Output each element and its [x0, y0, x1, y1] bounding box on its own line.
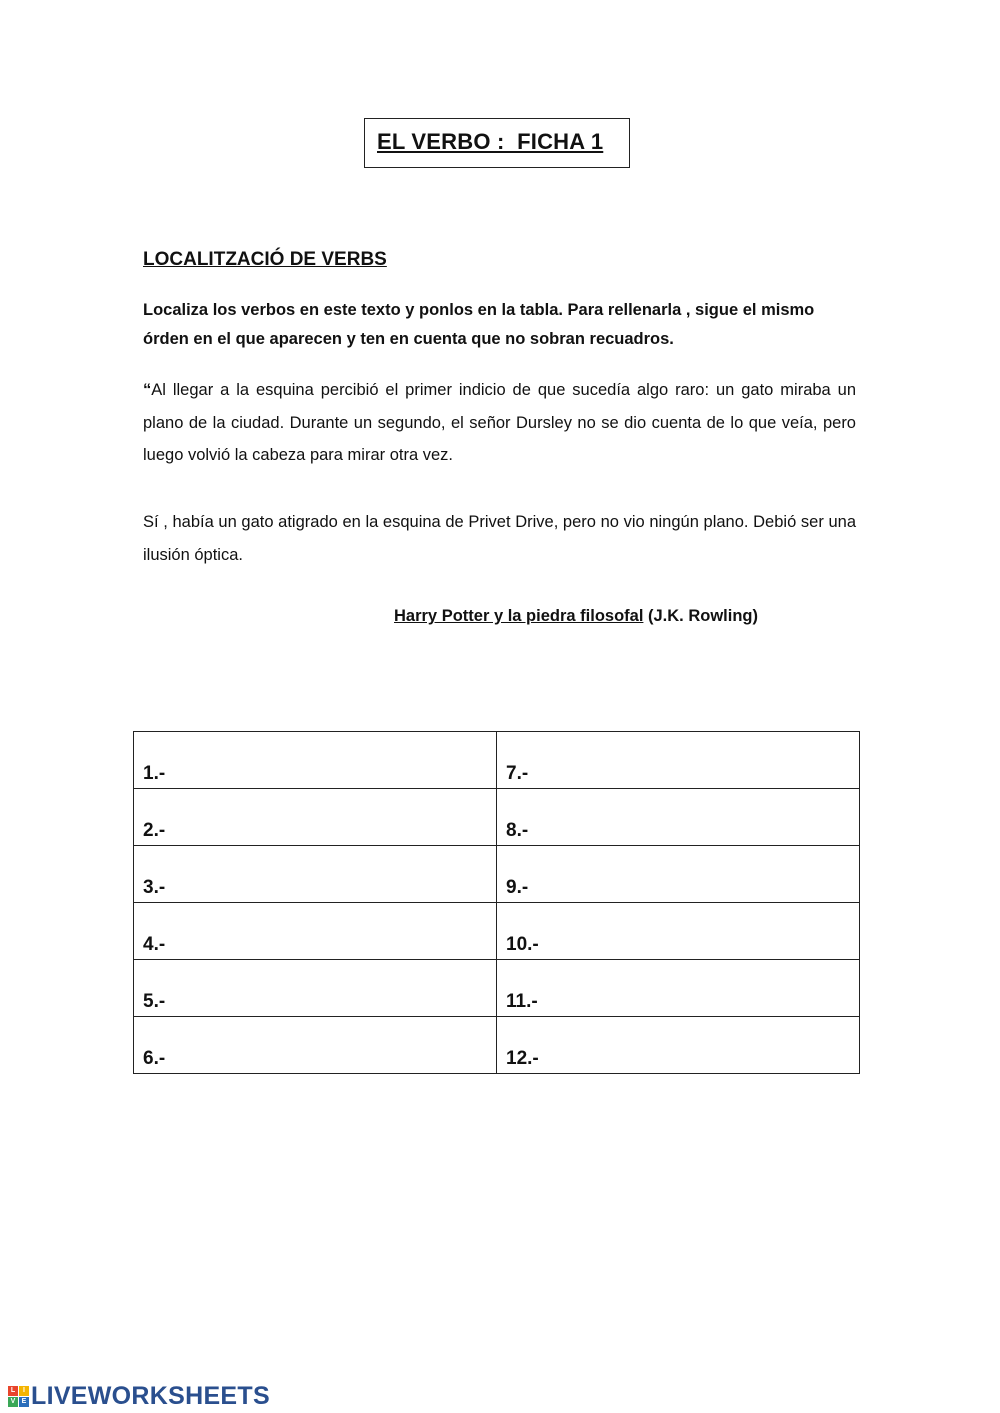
page-title: EL VERBO : FICHA 1 — [377, 129, 604, 154]
instructions: Localiza los verbos en este texto y ponlos en la tabla. Para rellenarla , sigue el mismo órden en el que aparecen y ten en cuenta que no sobran recuadros. — [143, 301, 815, 348]
opening-quote: “ — [143, 381, 152, 399]
table-row — [134, 1017, 860, 1074]
verbs-table — [133, 731, 860, 1074]
table-cell[interactable]: 11.- — [497, 960, 860, 1017]
table-row — [134, 846, 860, 903]
table-row — [134, 789, 860, 846]
table-row — [134, 903, 860, 960]
section-heading: LOCALITZACIÓ DE VERBS — [143, 249, 387, 270]
table-cell[interactable]: 10.- — [497, 903, 860, 960]
logo-block: V — [8, 1397, 18, 1407]
table-cell[interactable]: 12.- — [497, 1017, 860, 1074]
citation — [394, 607, 758, 626]
table-cell[interactable]: 3.- — [134, 846, 497, 903]
table-cell[interactable]: 2.- — [134, 789, 497, 846]
liveworksheets-logo — [8, 1381, 270, 1411]
table-cell[interactable]: 7.- — [497, 732, 860, 789]
table-cell[interactable]: 6.- — [134, 1017, 497, 1074]
logo-block: E — [19, 1397, 29, 1407]
table-cell[interactable]: 9.- — [497, 846, 860, 903]
logo-block: I — [19, 1386, 29, 1396]
paragraph-1-text: Al llegar a la esquina percibió el primer indicio de que sucedía algo raro: un gato miraba un plano de la ciudad. Durante un segundo, el señor Dursley no se dio cuenta de lo que veía, pero luego volvió la cabeza para mirar otra vez. — [143, 381, 856, 464]
table-cell[interactable]: 1.- — [134, 732, 497, 789]
passage-paragraph-1 — [143, 374, 856, 472]
table-row — [134, 732, 860, 789]
logo-text: LIVEWORKSHEETS — [31, 1381, 270, 1410]
citation-book-title: Harry Potter y la piedra filosofal — [394, 607, 644, 625]
citation-author: (J.K. Rowling) — [643, 607, 758, 625]
table-cell[interactable]: 8.- — [497, 789, 860, 846]
title-box — [364, 118, 630, 168]
logo-block: L — [8, 1386, 18, 1396]
passage-paragraph-2: Sí , había un gato atigrado en la esquina de Privet Drive, pero no vio ningún plano. Debió ser una ilusión óptica. — [143, 513, 856, 564]
table-cell[interactable]: 5.- — [134, 960, 497, 1017]
table-row — [134, 960, 860, 1017]
logo-blocks-icon — [8, 1386, 29, 1407]
table-cell[interactable]: 4.- — [134, 903, 497, 960]
